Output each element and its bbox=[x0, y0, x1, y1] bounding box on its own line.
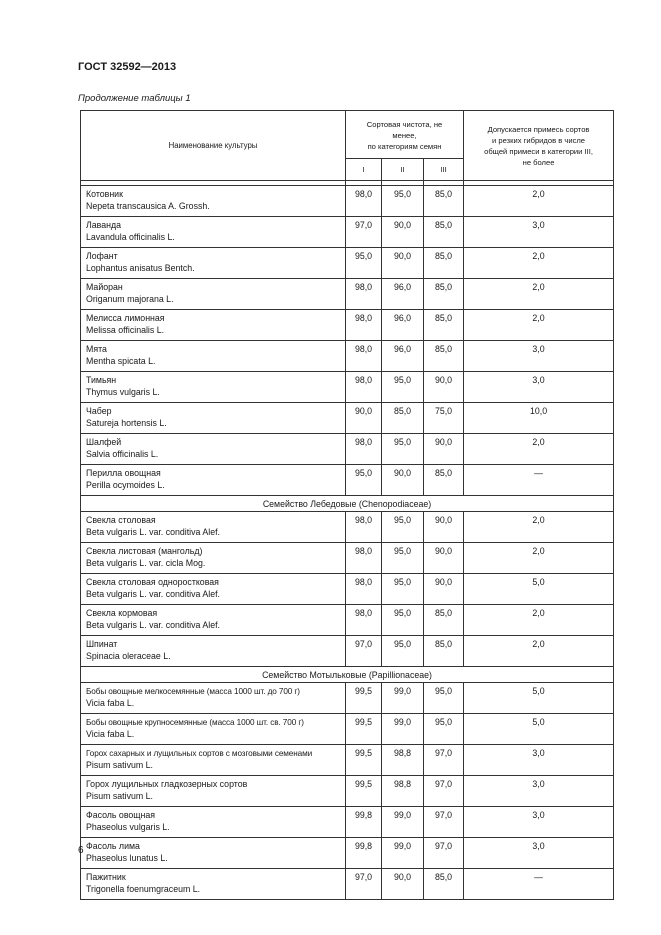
crop-name-cell bbox=[81, 372, 346, 403]
crop-name-russian: Шпинат bbox=[86, 639, 118, 649]
table-body bbox=[81, 181, 614, 900]
crop-name-russian: Шалфей bbox=[86, 437, 122, 447]
table-row bbox=[81, 279, 614, 310]
crop-name-latin: Satureja hortensis L. bbox=[86, 417, 167, 428]
purity-category-1-cell: 98,0 bbox=[346, 279, 382, 310]
purity-category-3-cell: 85,0 bbox=[424, 279, 464, 310]
crop-name-latin: Phaseolus vulgaris L. bbox=[86, 821, 170, 832]
purity-category-1-cell: 99,5 bbox=[346, 714, 382, 745]
crop-name-cell bbox=[81, 434, 346, 465]
table-row bbox=[81, 434, 614, 465]
family-header-row bbox=[81, 496, 614, 512]
purity-category-2-cell: 95,0 bbox=[382, 574, 424, 605]
header-purity-line: по категориям семян bbox=[367, 142, 442, 151]
crop-name-russian: Свекла столовая bbox=[86, 515, 156, 525]
purity-category-3-cell: 95,0 bbox=[424, 683, 464, 714]
crop-name-russian: Майоран bbox=[86, 282, 123, 292]
allowed-impurity-cell: 2,0 bbox=[464, 310, 614, 341]
allowed-impurity-cell: 3,0 bbox=[464, 217, 614, 248]
crop-name-latin: Vicia faba L. bbox=[86, 728, 135, 739]
table-row bbox=[81, 636, 614, 667]
purity-category-2-cell: 96,0 bbox=[382, 341, 424, 372]
crop-name-russian: Свекла листовая (мангольд) bbox=[86, 546, 203, 556]
purity-category-1-cell: 98,0 bbox=[346, 512, 382, 543]
purity-category-3-cell: 97,0 bbox=[424, 745, 464, 776]
table-row bbox=[81, 869, 614, 900]
allowed-impurity-cell: 5,0 bbox=[464, 714, 614, 745]
crop-name-russian: Перилла овощная bbox=[86, 468, 161, 478]
crop-name-cell bbox=[81, 745, 346, 776]
table-row bbox=[81, 605, 614, 636]
purity-category-3-cell: 95,0 bbox=[424, 714, 464, 745]
table-row bbox=[81, 714, 614, 745]
allowed-impurity-cell: 10,0 bbox=[464, 403, 614, 434]
crop-name-cell bbox=[81, 869, 346, 900]
allowed-impurity-cell: 2,0 bbox=[464, 512, 614, 543]
purity-category-3-cell: 90,0 bbox=[424, 543, 464, 574]
purity-category-1-cell: 97,0 bbox=[346, 217, 382, 248]
header-purity-line: менее, bbox=[392, 131, 417, 140]
purity-category-1-cell: 99,8 bbox=[346, 838, 382, 869]
table-row bbox=[81, 512, 614, 543]
purity-category-3-cell: 85,0 bbox=[424, 636, 464, 667]
crop-name-cell bbox=[81, 279, 346, 310]
header-category-2: II bbox=[382, 159, 424, 181]
purity-category-2-cell: 96,0 bbox=[382, 310, 424, 341]
purity-category-3-cell: 85,0 bbox=[424, 248, 464, 279]
table-row bbox=[81, 186, 614, 217]
purity-category-2-cell: 95,0 bbox=[382, 605, 424, 636]
crop-name-cell bbox=[81, 838, 346, 869]
purity-category-2-cell: 90,0 bbox=[382, 217, 424, 248]
purity-category-3-cell: 75,0 bbox=[424, 403, 464, 434]
table-row bbox=[81, 838, 614, 869]
allowed-impurity-cell: 2,0 bbox=[464, 636, 614, 667]
crop-name-cell bbox=[81, 683, 346, 714]
purity-category-2-cell: 99,0 bbox=[382, 807, 424, 838]
crop-name-latin: Beta vulgaris L. var. conditiva Alef. bbox=[86, 588, 220, 599]
crop-name-cell bbox=[81, 807, 346, 838]
purity-category-2-cell: 95,0 bbox=[382, 186, 424, 217]
crop-name-russian: Свекла кормовая bbox=[86, 608, 158, 618]
crop-name-russian: Бобы овощные крупносемянные (масса 1000 шт. св. 700 г) bbox=[86, 718, 304, 727]
purity-category-1-cell: 99,5 bbox=[346, 683, 382, 714]
header-impurity-line: не более bbox=[522, 157, 555, 167]
crop-name-latin: Beta vulgaris L. var. cicla Mog. bbox=[86, 557, 206, 568]
purity-category-3-cell: 90,0 bbox=[424, 574, 464, 605]
allowed-impurity-cell: 5,0 bbox=[464, 683, 614, 714]
purity-category-2-cell: 99,0 bbox=[382, 838, 424, 869]
header-varietal-purity bbox=[346, 111, 464, 159]
purity-category-1-cell: 90,0 bbox=[346, 403, 382, 434]
crop-name-latin: Thymus vulgaris L. bbox=[86, 386, 160, 397]
allowed-impurity-cell: 3,0 bbox=[464, 745, 614, 776]
purity-category-3-cell: 90,0 bbox=[424, 512, 464, 543]
purity-category-1-cell: 98,0 bbox=[346, 605, 382, 636]
header-impurity-line: Допускается примесь сортов bbox=[487, 124, 590, 134]
table-row bbox=[81, 341, 614, 372]
header-allowed-impurity bbox=[464, 111, 614, 181]
allowed-impurity-cell: 2,0 bbox=[464, 248, 614, 279]
allowed-impurity-cell: 2,0 bbox=[464, 186, 614, 217]
crop-name-russian: Бобы овощные мелкосемянные (масса 1000 шт. до 700 г) bbox=[86, 687, 300, 696]
crop-name-russian: Горох сахарных и лущильных сортов с мозговыми семенами bbox=[86, 749, 313, 758]
allowed-impurity-cell: 2,0 bbox=[464, 434, 614, 465]
crop-name-russian: Горох лущильных гладкозерных сортов bbox=[86, 779, 248, 789]
purity-category-3-cell: 85,0 bbox=[424, 341, 464, 372]
crop-name-russian: Фасоль овощная bbox=[86, 810, 156, 820]
purity-category-3-cell: 85,0 bbox=[424, 217, 464, 248]
crop-name-cell bbox=[81, 776, 346, 807]
allowed-impurity-cell: 5,0 bbox=[464, 574, 614, 605]
purity-category-1-cell: 95,0 bbox=[346, 248, 382, 279]
purity-category-3-cell: 97,0 bbox=[424, 838, 464, 869]
crop-name-russian: Свекла столовая одноростковая bbox=[86, 577, 219, 587]
seed-purity-table bbox=[80, 110, 614, 900]
purity-category-3-cell: 97,0 bbox=[424, 807, 464, 838]
allowed-impurity-cell: — bbox=[464, 869, 614, 900]
crop-name-russian: Пажитник bbox=[86, 872, 126, 882]
crop-name-latin: Vicia faba L. bbox=[86, 697, 135, 708]
family-label: Семейство Мотыльковые (Papillionaceae) bbox=[81, 667, 614, 683]
purity-category-2-cell: 99,0 bbox=[382, 683, 424, 714]
header-category-1: I bbox=[346, 159, 382, 181]
purity-category-2-cell: 85,0 bbox=[382, 403, 424, 434]
purity-category-1-cell: 98,0 bbox=[346, 341, 382, 372]
header-impurity-line: и резких гибридов в числе bbox=[492, 135, 586, 145]
purity-category-1-cell: 99,5 bbox=[346, 776, 382, 807]
purity-category-3-cell: 85,0 bbox=[424, 869, 464, 900]
purity-category-2-cell: 90,0 bbox=[382, 465, 424, 496]
family-header-row bbox=[81, 667, 614, 683]
allowed-impurity-cell: 3,0 bbox=[464, 341, 614, 372]
allowed-impurity-cell: 2,0 bbox=[464, 605, 614, 636]
crop-name-latin: Origanum majorana L. bbox=[86, 293, 174, 304]
crop-name-latin: Phaseolus lunatus L. bbox=[86, 852, 168, 863]
purity-category-2-cell: 95,0 bbox=[382, 543, 424, 574]
crop-name-cell bbox=[81, 341, 346, 372]
purity-category-1-cell: 97,0 bbox=[346, 869, 382, 900]
crop-name-cell bbox=[81, 248, 346, 279]
crop-name-latin: Lophantus anisatus Bentch. bbox=[86, 262, 195, 273]
crop-name-cell bbox=[81, 512, 346, 543]
purity-category-2-cell: 98,8 bbox=[382, 745, 424, 776]
crop-name-russian: Лофант bbox=[86, 251, 118, 261]
family-label: Семейство Лебедовые (Chenopodiaceae) bbox=[81, 496, 614, 512]
crop-name-latin: Mentha spicata L. bbox=[86, 355, 156, 366]
purity-category-2-cell: 90,0 bbox=[382, 869, 424, 900]
purity-category-1-cell: 99,8 bbox=[346, 807, 382, 838]
purity-category-2-cell: 95,0 bbox=[382, 636, 424, 667]
document-code: ГОСТ 32592—2013 bbox=[78, 61, 177, 73]
table-row bbox=[81, 807, 614, 838]
crop-name-russian: Лаванда bbox=[86, 220, 122, 230]
table-row bbox=[81, 465, 614, 496]
table-row bbox=[81, 403, 614, 434]
header-impurity-line: общей примеси в категории III, bbox=[484, 146, 593, 156]
table-row bbox=[81, 574, 614, 605]
purity-category-3-cell: 85,0 bbox=[424, 605, 464, 636]
purity-category-2-cell: 95,0 bbox=[382, 512, 424, 543]
crop-name-latin: Lavandula officinalis L. bbox=[86, 231, 175, 242]
allowed-impurity-cell: — bbox=[464, 465, 614, 496]
crop-name-latin: Salvia officinalis L. bbox=[86, 448, 159, 459]
crop-name-cell bbox=[81, 605, 346, 636]
allowed-impurity-cell: 3,0 bbox=[464, 776, 614, 807]
purity-category-1-cell: 98,0 bbox=[346, 186, 382, 217]
table-row bbox=[81, 543, 614, 574]
crop-name-latin: Beta vulgaris L. var. conditiva Alef. bbox=[86, 526, 220, 537]
allowed-impurity-cell: 3,0 bbox=[464, 807, 614, 838]
purity-category-1-cell: 98,0 bbox=[346, 310, 382, 341]
purity-category-2-cell: 96,0 bbox=[382, 279, 424, 310]
crop-name-latin: Trigonella foenumgraceum L. bbox=[86, 883, 201, 894]
crop-name-russian: Котовник bbox=[86, 189, 123, 199]
crop-name-cell bbox=[81, 574, 346, 605]
header-category-3: III bbox=[424, 159, 464, 181]
crop-name-latin: Pisum sativum L. bbox=[86, 759, 153, 770]
crop-name-cell bbox=[81, 186, 346, 217]
crop-name-russian: Фасоль лима bbox=[86, 841, 140, 851]
purity-category-2-cell: 99,0 bbox=[382, 714, 424, 745]
crop-name-russian: Мята bbox=[86, 344, 107, 354]
purity-category-3-cell: 90,0 bbox=[424, 372, 464, 403]
crop-name-cell bbox=[81, 217, 346, 248]
purity-category-1-cell: 98,0 bbox=[346, 372, 382, 403]
table-caption: Продолжение таблицы 1 bbox=[78, 93, 191, 104]
allowed-impurity-cell: 2,0 bbox=[464, 543, 614, 574]
table-row bbox=[81, 745, 614, 776]
crop-name-russian: Мелисса лимонная bbox=[86, 313, 165, 323]
purity-category-3-cell: 85,0 bbox=[424, 310, 464, 341]
table-row bbox=[81, 310, 614, 341]
header-crop-name: Наименование культуры bbox=[81, 111, 346, 181]
purity-category-2-cell: 98,8 bbox=[382, 776, 424, 807]
crop-name-latin: Nepeta transcausica A. Grossh. bbox=[86, 200, 210, 211]
crop-name-latin: Perilla ocymoides L. bbox=[86, 479, 165, 490]
table-row bbox=[81, 217, 614, 248]
crop-name-cell bbox=[81, 714, 346, 745]
purity-category-2-cell: 95,0 bbox=[382, 434, 424, 465]
purity-category-2-cell: 95,0 bbox=[382, 372, 424, 403]
purity-category-3-cell: 85,0 bbox=[424, 186, 464, 217]
purity-category-3-cell: 90,0 bbox=[424, 434, 464, 465]
crop-name-cell bbox=[81, 310, 346, 341]
table-row bbox=[81, 248, 614, 279]
purity-category-2-cell: 90,0 bbox=[382, 248, 424, 279]
purity-category-1-cell: 98,0 bbox=[346, 574, 382, 605]
purity-category-3-cell: 97,0 bbox=[424, 776, 464, 807]
crop-name-cell bbox=[81, 543, 346, 574]
purity-category-1-cell: 99,5 bbox=[346, 745, 382, 776]
page-number: 6 bbox=[78, 845, 84, 856]
allowed-impurity-cell: 3,0 bbox=[464, 372, 614, 403]
table-row bbox=[81, 683, 614, 714]
purity-category-1-cell: 98,0 bbox=[346, 434, 382, 465]
header-purity-line: Сортовая чистота, не bbox=[366, 120, 443, 129]
allowed-impurity-cell: 2,0 bbox=[464, 279, 614, 310]
purity-category-3-cell: 85,0 bbox=[424, 465, 464, 496]
purity-category-1-cell: 97,0 bbox=[346, 636, 382, 667]
table-row bbox=[81, 372, 614, 403]
crop-name-cell bbox=[81, 403, 346, 434]
crop-name-latin: Beta vulgaris L. var. conditiva Alef. bbox=[86, 619, 220, 630]
table-row bbox=[81, 776, 614, 807]
crop-name-latin: Pisum sativum L. bbox=[86, 790, 153, 801]
purity-category-1-cell: 95,0 bbox=[346, 465, 382, 496]
crop-name-cell bbox=[81, 636, 346, 667]
purity-category-1-cell: 98,0 bbox=[346, 543, 382, 574]
crop-name-latin: Spinacia oleraceae L. bbox=[86, 650, 171, 661]
crop-name-russian: Тимьян bbox=[86, 375, 117, 385]
crop-name-russian: Чабер bbox=[86, 406, 112, 416]
allowed-impurity-cell: 3,0 bbox=[464, 838, 614, 869]
crop-name-cell bbox=[81, 465, 346, 496]
crop-name-latin: Melissa officinalis L. bbox=[86, 324, 165, 335]
